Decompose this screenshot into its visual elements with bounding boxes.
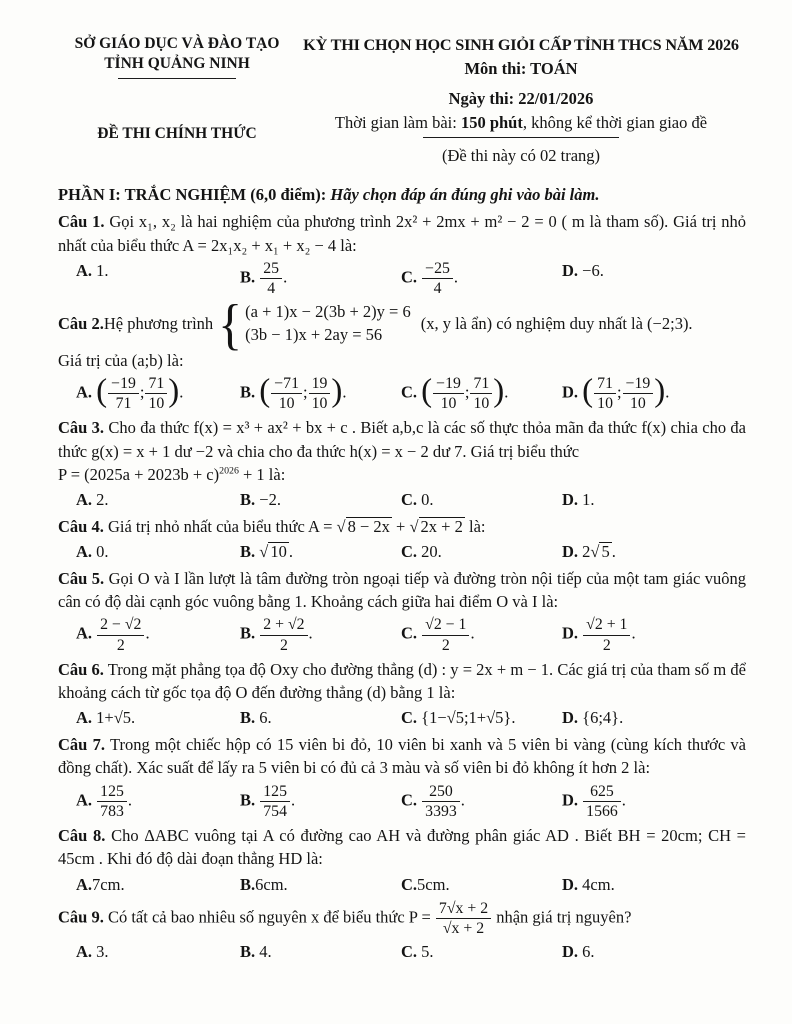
q1-option-d xyxy=(562,259,746,282)
q1-option-b-fraction: $\frac{25}{4}$ xyxy=(260,260,282,297)
q6-option-c: C. {1−√5;1+√5}. xyxy=(401,708,516,728)
question-9-options xyxy=(58,940,746,963)
q4-option-a: A. 0. xyxy=(76,542,109,562)
question-5-label: Câu 5. xyxy=(58,568,105,588)
question-4-text: Câu 4. Giá trị nhỏ nhất của biểu thức A = √ 8 − 2x + √ 2x + 2 là: xyxy=(58,515,746,538)
official-exam-label: ĐỀ THI CHÍNH THỨC xyxy=(97,125,257,143)
q1-option-b: B. $\frac{25}{4}$ . xyxy=(240,259,288,297)
question-1-label: Câu 1. xyxy=(58,212,105,232)
q7-option-a: A. $\frac{125}{783}$ . xyxy=(76,782,132,820)
q8-option-c: C.5cm. xyxy=(401,874,450,894)
exam-duration xyxy=(296,111,746,134)
left-paren: ( xyxy=(582,373,594,410)
q1-option-b-letter: B. xyxy=(240,267,256,287)
question-8-body: Cho ΔABC vuông tại A có đường cao AH và đường phân giác AD . Biết BH = 20cm; CH = 45cm . Khi đó độ dài đoạn thẳng HD là: xyxy=(58,825,746,869)
right-paren: ) xyxy=(493,373,505,410)
left-paren: ( xyxy=(421,373,433,410)
question-3-label: Câu 3. xyxy=(58,418,105,438)
exam-duration-tail: , không kể thời gian giao đề xyxy=(522,112,708,132)
q2-option-b: B. ( $\frac{-71}{10}$ ; $\frac{19}{10}$ ). xyxy=(240,373,347,413)
question-2-intro: Hệ phương trình xyxy=(103,314,214,334)
question-6-body: Trong mặt phẳng tọa độ Oxy cho đường thẳng (d) : y = 2x + m − 1. Các giá trị của tham số m để khoảng cách từ gốc tọa độ O đến đường thẳng (d) bằng 1 là: xyxy=(58,659,746,702)
radical-icon: √ xyxy=(336,516,346,536)
exam-date-label: Ngày thi: xyxy=(448,89,519,109)
q4-option-d: D. 2√ 5 . xyxy=(562,540,746,563)
pages-note: (Đề thi này có 02 trang) xyxy=(441,146,601,166)
part1-heading-italic: Hãy chọn đáp án đúng ghi vào bài làm. xyxy=(330,184,600,204)
question-7-body: Trong một chiếc hộp có 15 viên bi đỏ, 10 viên bi xanh và 5 viên bi vàng (cùng kích thước và đồng chất). Xác suất để lấy ra 5 viên bi có đủ cả 3 màu và số viên bi đỏ không ít hơn 2 là: xyxy=(58,734,746,778)
q3-option-a: A. 2. xyxy=(76,490,109,510)
q7-option-c: C. $\frac{250}{3393}$ . xyxy=(401,782,465,820)
question-7-label: Câu 7. xyxy=(58,734,105,754)
q5-option-d: D. $\frac{√2 + 1}{2}$ . xyxy=(562,616,636,654)
q9-option-c: C. 5. xyxy=(401,942,434,962)
q5-option-b: B. $\frac{2 + √2}{2}$ . xyxy=(240,616,313,654)
exam-date-value: 22/01/2026 xyxy=(518,89,594,109)
exam-duration-value: 150 phút xyxy=(460,112,523,132)
right-paren: ) xyxy=(168,373,180,410)
question-6-label: Câu 6. xyxy=(58,659,104,679)
q1-option-a-value: 1. xyxy=(96,260,109,280)
exam-title: KỲ THI CHỌN HỌC SINH GIỎI CẤP TỈNH THCS NĂM 2026 xyxy=(303,36,739,54)
department-name-line1: SỞ GIÁO DỤC VÀ ĐÀO TẠO xyxy=(74,35,280,52)
q2-option-d: D. ( $\frac{71}{10}$ ; $\frac{-19}{10}$ ). xyxy=(562,373,670,413)
q1-option-d-letter: D. xyxy=(562,260,579,280)
q7-option-b: B. $\frac{125}{754}$ . xyxy=(240,782,296,820)
question-3-expression: $P = (2025a + 2023b + c)^{2026} + 1$ là: xyxy=(58,464,286,484)
question-7-options xyxy=(58,782,746,821)
question-4-options xyxy=(58,540,746,563)
q1-option-c-fraction: $\frac{-25}{4}$ xyxy=(422,260,453,297)
q9-option-d: D. 6. xyxy=(562,942,595,962)
question-2-options xyxy=(58,374,746,413)
question-3-options xyxy=(58,488,746,511)
header-left-block xyxy=(58,34,296,168)
q1-option-c-letter: C. xyxy=(401,267,418,287)
question-5-options xyxy=(58,615,746,654)
system-brace: { xyxy=(218,292,243,356)
sqrt-expression-2: √ 2x + 2 xyxy=(409,517,464,536)
question-1-text xyxy=(58,210,746,257)
question-6-options xyxy=(58,706,746,729)
q3-option-c: C. 0. xyxy=(401,490,434,510)
radical-icon: √ xyxy=(590,542,600,562)
header-left-rule xyxy=(118,78,236,79)
system-equations xyxy=(245,301,411,347)
q6-option-a: A. 1+√5. xyxy=(76,708,136,728)
q8-option-a: A.7cm. xyxy=(76,874,125,894)
radical-icon: √ xyxy=(259,542,269,562)
radical-icon: √ xyxy=(409,516,419,536)
question-3-text xyxy=(58,416,746,486)
question-2-label: Câu 2. xyxy=(58,314,104,334)
question-4-label: Câu 4. xyxy=(58,516,104,536)
exam-header xyxy=(58,34,746,168)
q4-option-c: C. 20. xyxy=(401,542,442,562)
q2-option-a: A. ( $\frac{-19}{71}$ ; $\frac{71}{10}$ ). xyxy=(76,373,184,413)
question-2-system xyxy=(58,292,746,356)
q4-option-b: B. √ 10 . xyxy=(240,540,401,563)
question-7-text xyxy=(58,733,746,780)
q7-option-d: D. $\frac{625}{1566}$ . xyxy=(562,782,626,820)
question-9-fraction: $\frac{7√x + 2}{√x + 2}$ xyxy=(436,900,491,937)
q5-option-c: C. $\frac{√2 - 1}{2}$ . xyxy=(401,616,475,654)
question-8-options xyxy=(58,873,746,896)
system-equation-1: (a + 1)x − 2(3b + 2)y = 6 xyxy=(245,302,411,322)
right-paren: ) xyxy=(654,373,666,410)
question-9-label: Câu 9. xyxy=(58,907,104,927)
question-6-text xyxy=(58,658,746,705)
question-5-body: Gọi O và I lần lượt là tâm đường tròn ngoại tiếp và đường tròn nội tiếp của một tam giác vuông cân có độ dài cạnh góc vuông bằng 1. Khoảng cách giữa hai điểm O và I là: xyxy=(58,568,746,612)
system-equation-2: (3b − 1)x + 2ay = 56 xyxy=(245,324,383,344)
question-2-line2: Giá trị của (a;b) là: xyxy=(58,350,184,370)
q6-option-d: D. {6;4}. xyxy=(562,708,624,728)
question-1-body: Gọi x₁, x₂ là hai nghiệm của phương trình 2x² + 2mx + m² − 2 = 0 ( m là tham số). Giá trị nhỏ nhất của biểu thức A = 2x₁x₂ + x₁ + x₂ − 4 là: xyxy=(58,212,746,255)
q9-option-b: B. 4. xyxy=(240,942,272,962)
q1-option-a xyxy=(76,259,240,282)
q5-option-a: A. $\frac{2 - √2}{2}$ . xyxy=(76,616,150,654)
q3-option-d: D. 1. xyxy=(562,490,595,510)
q1-option-a-letter: A. xyxy=(76,260,93,280)
question-2-after: (x, y là ẩn) có nghiệm duy nhất là (−2;3). xyxy=(420,314,693,334)
q1-option-d-value: −6. xyxy=(582,260,604,280)
question-9-text: Câu 9. Có tất cả bao nhiêu số nguyên x để biểu thức P = $\frac{7√x + 2}{√x + 2}$ nhận giá trị nguyên? xyxy=(58,900,632,938)
header-right-rule xyxy=(423,137,619,138)
exponent: 2026 xyxy=(219,465,239,477)
header-right-block xyxy=(296,34,746,168)
q2-option-c: C. ( $\frac{-19}{10}$ ; $\frac{71}{10}$ ). xyxy=(401,373,509,413)
q3-option-b: B. −2. xyxy=(240,490,281,510)
q8-option-d: D. 4cm. xyxy=(562,874,615,894)
q6-option-b: B. 6. xyxy=(240,708,272,728)
exam-subject: Môn thi: TOÁN xyxy=(464,59,578,78)
right-paren: ) xyxy=(331,373,343,410)
part1-heading-bold: PHẦN I: TRẮC NGHIỆM (6,0 điểm): xyxy=(58,184,331,204)
q8-option-b: B.6cm. xyxy=(240,874,288,894)
department-name-line2: TỈNH QUẢNG NINH xyxy=(104,55,250,73)
left-paren: ( xyxy=(259,373,271,410)
left-paren: ( xyxy=(96,373,108,410)
exam-date xyxy=(296,87,746,110)
question-1-options xyxy=(58,259,746,298)
question-5-text xyxy=(58,567,746,614)
q1-option-c: C. $\frac{-25}{4}$ . xyxy=(401,259,459,297)
question-8-label: Câu 8. xyxy=(58,825,106,845)
sqrt-expression-1: √ 8 − 2x xyxy=(337,517,392,536)
exam-duration-label: Thời gian làm bài: xyxy=(334,112,461,132)
q9-option-a: A. 3. xyxy=(76,942,109,962)
part1-heading xyxy=(58,183,746,206)
question-3-body: Cho đa thức f(x) = x³ + ax² + bx + c . Biết a,b,c là các số thực thỏa mãn đa thức f(x) chia cho đa thức g(x) = x + 1 dư −2 và chia cho đa thức h(x) = x − 2 dư 7. Giá trị biểu thức xyxy=(58,418,746,461)
question-8-text xyxy=(58,824,746,871)
